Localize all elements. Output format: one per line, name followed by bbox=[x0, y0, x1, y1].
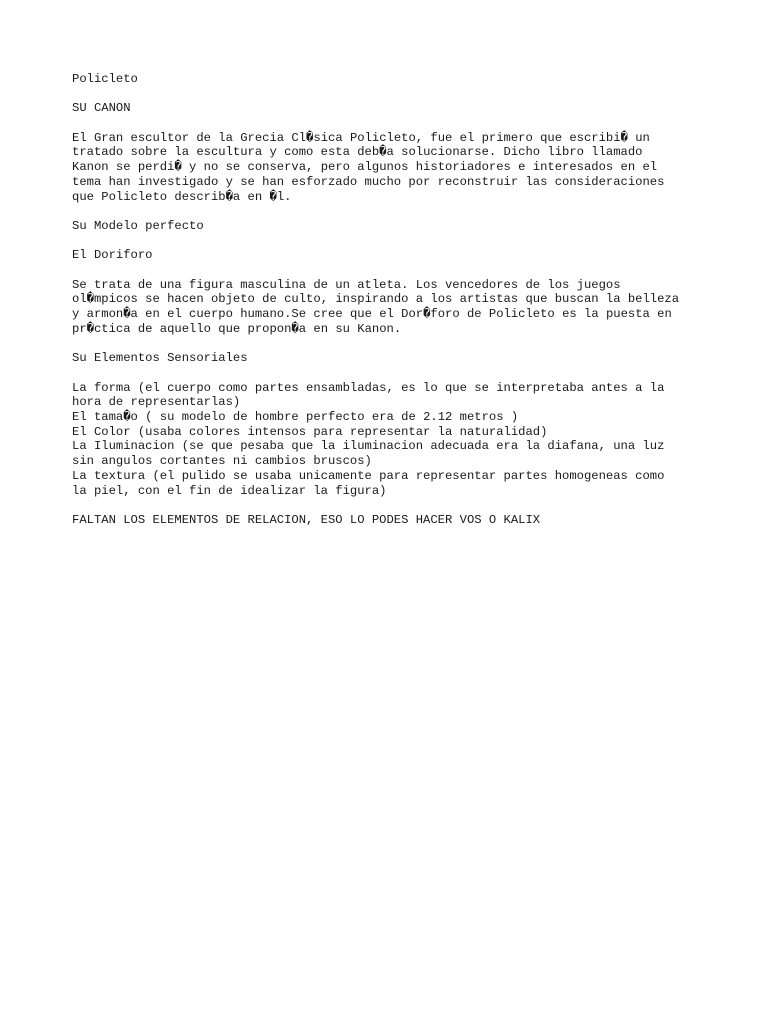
text-line: Kanon se perdi� y no se conserva, pero algunos historiadores e interesados en el bbox=[72, 160, 658, 175]
doc-title bbox=[72, 72, 712, 87]
heading-doriforo bbox=[72, 248, 712, 263]
text-line: El Color (usaba colores intensos para representar la naturalidad) bbox=[72, 424, 548, 439]
paragraph-doriforo bbox=[72, 278, 712, 337]
heading-modelo-perfecto bbox=[72, 219, 712, 234]
heading-elementos-sensoriales bbox=[72, 351, 712, 366]
text-line: Policleto bbox=[72, 72, 138, 86]
text-line: Se trata de una figura masculina de un atleta. Los vencedores de los juegos bbox=[72, 277, 621, 292]
text-line: ol�mpicos se hacen objeto de culto, inspirando a los artistas que buscan la belleza bbox=[72, 292, 680, 307]
text-line: La textura (el pulido se usaba unicamente para representar partes homogeneas como bbox=[72, 468, 665, 483]
text-line: pr�ctica de aquello que propon�a en su Kanon. bbox=[72, 321, 402, 336]
text-line: tratado sobre la escultura y como esta deb�a solucionarse. Dicho libro llamado bbox=[72, 145, 643, 160]
text-line: El Gran escultor de la Grecia Cl�sica Policleto, fue el primero que escribi� un bbox=[72, 130, 650, 145]
text-line: Su Modelo perfecto bbox=[72, 218, 204, 233]
text-line: FALTAN LOS ELEMENTOS DE RELACION, ESO LO PODES HACER VOS O KALIX bbox=[72, 512, 541, 527]
text-line: La forma (el cuerpo como partes ensambladas, es lo que se interpretaba antes a la bbox=[72, 380, 665, 395]
text-line: tema han investigado y se han esforzado mucho por reconstruir las consideraciones bbox=[72, 174, 665, 189]
text-line: La Iluminacion (se que pesaba que la iluminacion adecuada era la diafana, una luz bbox=[72, 439, 665, 454]
text-line: hora de representarlas) bbox=[72, 395, 241, 410]
text-line: y armon�a en el cuerpo humano.Se cree que el Dor�foro de Policleto es la puesta en bbox=[72, 307, 672, 322]
text-line: que Policleto describ�a en �l. bbox=[72, 189, 292, 204]
text-line: SU CANON bbox=[72, 101, 131, 116]
text-line: Su Elementos Sensoriales bbox=[72, 351, 248, 366]
heading-su-canon bbox=[72, 101, 712, 116]
text-line: sin angulos cortantes ni cambios bruscos) bbox=[72, 454, 372, 469]
paragraph-canon bbox=[72, 131, 712, 205]
list-elementos bbox=[72, 381, 712, 499]
text-line: El Doriforo bbox=[72, 248, 153, 263]
text-line: El tama�o ( su modelo de hombre perfecto era de 2.12 metros ) bbox=[72, 410, 519, 425]
note-faltan bbox=[72, 513, 712, 528]
document-page bbox=[72, 72, 712, 542]
text-line: la piel, con el fin de idealizar la figura) bbox=[72, 483, 387, 498]
